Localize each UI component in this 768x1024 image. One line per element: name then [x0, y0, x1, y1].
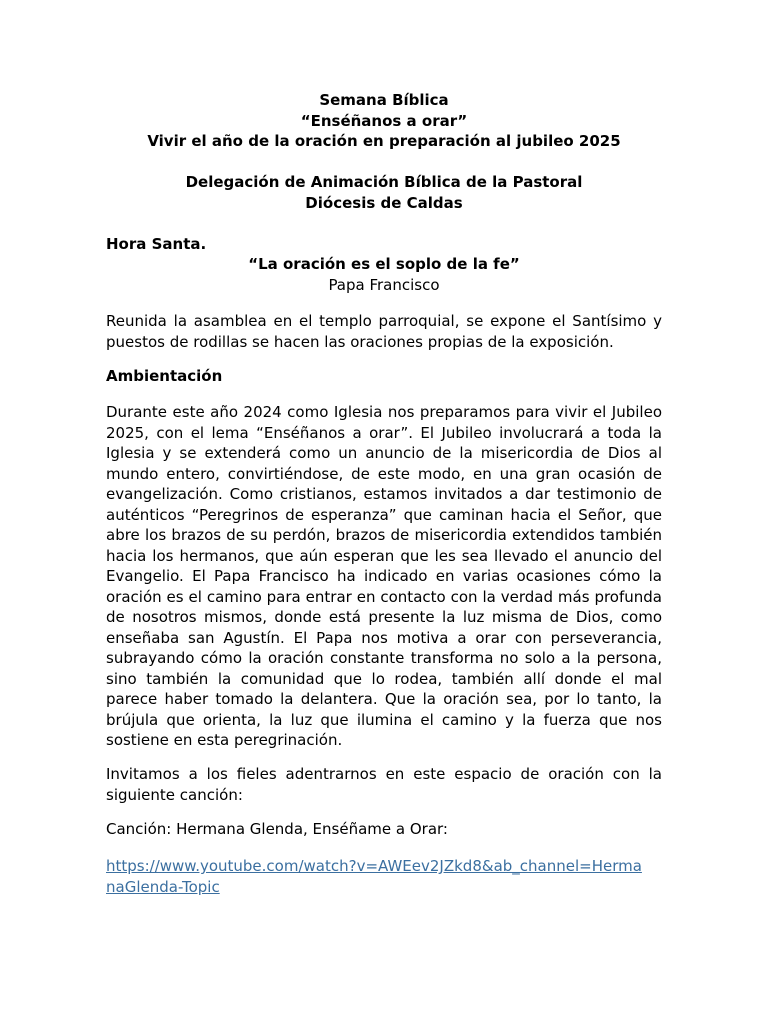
hora-santa-title: Hora Santa. [106, 235, 207, 253]
diocese-name: Diócesis de Caldas [305, 193, 463, 212]
song-link-line-2[interactable]: naGlenda-Topic [106, 877, 220, 896]
epigraph-author: Papa Francisco [328, 275, 440, 294]
event-motto: “Enséñanos a orar” [300, 111, 468, 130]
ambientacion-heading: Ambientación [106, 367, 223, 385]
organizer-heading [106, 172, 662, 213]
song-label: Canción: Hermana Glenda, Enséñame a Orar: [106, 820, 448, 838]
song-link-line-1[interactable]: https://www.youtube.com/watch?v=AWEev2JZkd8&ab_channel=Herma [106, 857, 642, 875]
song-link[interactable] [106, 856, 662, 897]
intro-paragraph: Reunida la asamblea en el templo parroquial, se expone el Santísimo y puestos de rodillas se hacen las oraciones propias de la exposición. [106, 312, 662, 351]
ambientacion-paragraph: Durante este año 2024 como Iglesia nos preparamos para vivir el Jubileo 2025, con el lema “Enséñanos a orar”. El Jubileo involucrará a toda la Iglesia y se extenderá como un anuncio de la misericordia de Dios al mundo entero, convirtiéndose, de este modo, en una gran ocasión de evangelización. Como cristianos, estamos invitados a dar testimonio de auténticos “Peregrinos de esperanza” que caminan hacia el Señor, que abre los brazos de su perdón, brazos de misericordia extendidos también hacia los hermanos, que aún esperan que les sea llevado el anuncio del Evangelio. El Papa Francisco ha indicado en varias ocasiones cómo la oración es el camino para entrar en contacto con la verdad más profunda de nosotros mismos, donde está presente la luz misma de Dios, como enseñaba san Agustín. El Papa nos motiva a orar con perseverancia, subrayando cómo la oración constante transforma no solo a la persona, sino también la comunidad que lo rodea, también allí donde el mal parece haber tomado la delantera. Que la oración sea, por lo tanto, la brújula que orienta, la luz que ilumina el camino y la fuerza que nos sostiene en esta peregrinación. [106, 403, 662, 749]
epigraph [106, 254, 662, 295]
event-heading [106, 90, 662, 152]
organizer-name: Delegación de Animación Bíblica de la Pastoral [185, 173, 583, 191]
invite-paragraph: Invitamos a los fieles adentrarnos en este espacio de oración con la siguiente canción: [106, 765, 662, 804]
event-subtitle: Vivir el año de la oración en preparación al jubileo 2025 [147, 132, 621, 150]
epigraph-quote: “La oración es el soplo de la fe” [248, 255, 520, 273]
event-title: Semana Bíblica [319, 91, 449, 109]
